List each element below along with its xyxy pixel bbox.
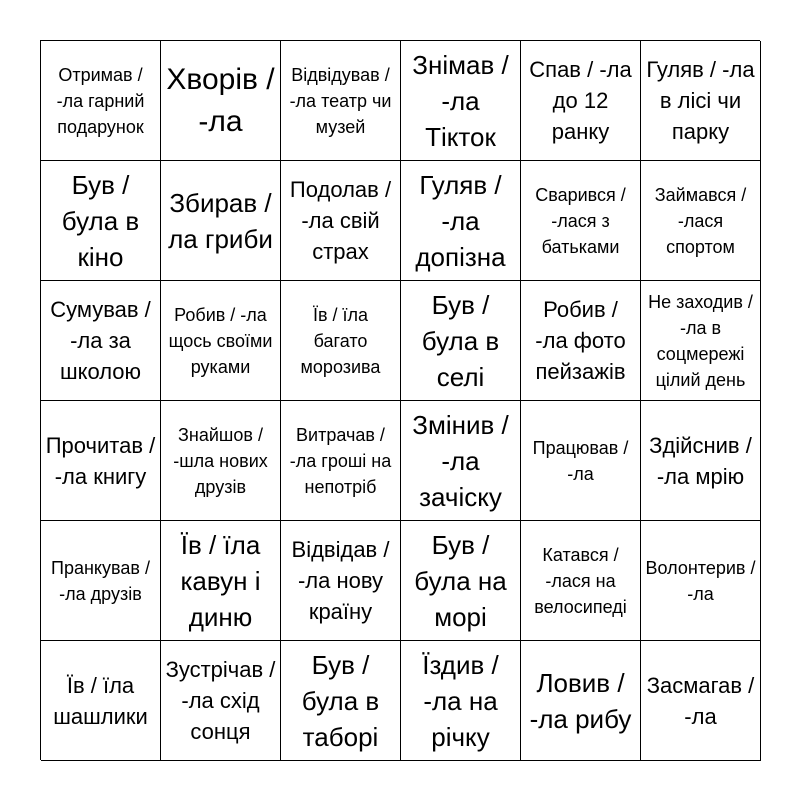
bingo-cell[interactable]: Витрачав / -ла гроші на непотріб [281, 401, 401, 521]
bingo-cell[interactable]: Гуляв / -ла в лісі чи парку [641, 41, 761, 161]
bingo-cell[interactable]: Був / була в таборі [281, 641, 401, 761]
bingo-cell[interactable]: Подолав / -ла свій страх [281, 161, 401, 281]
bingo-cell[interactable]: Був / була в кіно [41, 161, 161, 281]
bingo-cell[interactable]: Гуляв / -ла допізна [401, 161, 521, 281]
bingo-cell[interactable]: Спав / -ла до 12 ранку [521, 41, 641, 161]
bingo-cell[interactable]: Робив / -ла фото пейзажів [521, 281, 641, 401]
bingo-cell[interactable]: Ловив / -ла рибу [521, 641, 641, 761]
bingo-cell[interactable]: Засмагав / -ла [641, 641, 761, 761]
bingo-cell[interactable]: Знімав / -ла Тікток [401, 41, 521, 161]
bingo-cell[interactable]: Їв / їла кавун і диню [161, 521, 281, 641]
bingo-cell[interactable]: Катався / -лася на велосипеді [521, 521, 641, 641]
bingo-cell[interactable]: Сумував / -ла за школою [41, 281, 161, 401]
bingo-cell[interactable]: Волонтерив / -ла [641, 521, 761, 641]
bingo-cell[interactable]: Сварився / -лася з батьками [521, 161, 641, 281]
bingo-cell[interactable]: Зустрічав / -ла схід сонця [161, 641, 281, 761]
bingo-cell[interactable]: Пранкував / -ла друзів [41, 521, 161, 641]
bingo-cell[interactable]: Працював / -ла [521, 401, 641, 521]
bingo-cell[interactable]: Їв / їла багато морозива [281, 281, 401, 401]
bingo-cell[interactable]: Отримав / -ла гарний подарунок [41, 41, 161, 161]
bingo-cell[interactable]: Збирав / ла гриби [161, 161, 281, 281]
bingo-cell[interactable]: Їв / їла шашлики [41, 641, 161, 761]
bingo-cell[interactable]: Робив / -ла щось своїми руками [161, 281, 281, 401]
bingo-cell[interactable]: Їздив / -ла на річку [401, 641, 521, 761]
bingo-cell[interactable]: Знайшов / -шла нових друзів [161, 401, 281, 521]
bingo-cell[interactable]: Займався / -лася спортом [641, 161, 761, 281]
bingo-cell[interactable]: Здійснив / -ла мрію [641, 401, 761, 521]
bingo-cell[interactable]: Був / була на морі [401, 521, 521, 641]
bingo-cell[interactable]: Відвідував / -ла театр чи музей [281, 41, 401, 161]
bingo-cell[interactable]: Відвідав / -ла нову країну [281, 521, 401, 641]
bingo-cell[interactable]: Не заходив / -ла в соцмережі цілий день [641, 281, 761, 401]
bingo-cell[interactable]: Хворів / -ла [161, 41, 281, 161]
bingo-board [40, 40, 760, 760]
bingo-cell[interactable]: Прочитав / -ла книгу [41, 401, 161, 521]
bingo-cell[interactable]: Був / була в селі [401, 281, 521, 401]
bingo-cell[interactable]: Змінив / -ла зачіску [401, 401, 521, 521]
